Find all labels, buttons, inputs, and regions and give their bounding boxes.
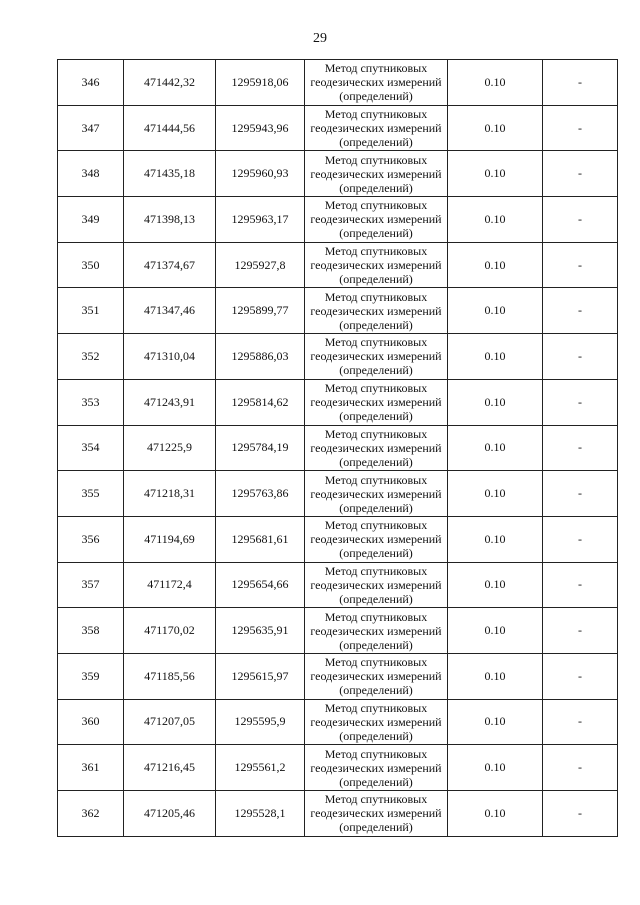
- point-number-cell: 350: [58, 242, 124, 288]
- note-cell: -: [543, 151, 618, 197]
- method-cell: Метод спутниковых геодезических измерений (определений): [305, 425, 448, 471]
- point-number-cell: 361: [58, 745, 124, 791]
- method-cell: Метод спутниковых геодезических измерений (определений): [305, 379, 448, 425]
- accuracy-cell: 0.10: [448, 105, 543, 151]
- x-coordinate-cell: 471310,04: [124, 334, 216, 380]
- note-cell: -: [543, 105, 618, 151]
- page-number: 29: [313, 31, 327, 46]
- method-cell: Метод спутниковых геодезических измерений (определений): [305, 105, 448, 151]
- accuracy-cell: 0.10: [448, 608, 543, 654]
- note-cell: -: [543, 197, 618, 243]
- point-number-cell: 356: [58, 516, 124, 562]
- method-cell: Метод спутниковых геодезических измерений (определений): [305, 151, 448, 197]
- accuracy-cell: 0.10: [448, 745, 543, 791]
- method-cell: Метод спутниковых геодезических измерений (определений): [305, 653, 448, 699]
- table-row: [58, 425, 618, 471]
- y-coordinate-cell: 1295918,06: [216, 60, 305, 106]
- point-number-cell: 355: [58, 471, 124, 517]
- y-coordinate-cell: 1295886,03: [216, 334, 305, 380]
- accuracy-cell: 0.10: [448, 562, 543, 608]
- note-cell: -: [543, 791, 618, 837]
- x-coordinate-cell: 471194,69: [124, 516, 216, 562]
- table-row: [58, 242, 618, 288]
- y-coordinate-cell: 1295814,62: [216, 379, 305, 425]
- x-coordinate-cell: 471398,13: [124, 197, 216, 243]
- x-coordinate-cell: 471205,46: [124, 791, 216, 837]
- note-cell: -: [543, 471, 618, 517]
- note-cell: -: [543, 562, 618, 608]
- point-number-cell: 362: [58, 791, 124, 837]
- x-coordinate-cell: 471442,32: [124, 60, 216, 106]
- y-coordinate-cell: 1295943,96: [216, 105, 305, 151]
- method-cell: Метод спутниковых геодезических измерений (определений): [305, 608, 448, 654]
- note-cell: -: [543, 608, 618, 654]
- point-number-cell: 359: [58, 653, 124, 699]
- table-row: [58, 562, 618, 608]
- note-cell: -: [543, 288, 618, 334]
- table-row: [58, 791, 618, 837]
- accuracy-cell: 0.10: [448, 151, 543, 197]
- method-cell: Метод спутниковых геодезических измерений (определений): [305, 60, 448, 106]
- accuracy-cell: 0.10: [448, 516, 543, 562]
- note-cell: -: [543, 379, 618, 425]
- point-number-cell: 347: [58, 105, 124, 151]
- table-row: [58, 288, 618, 334]
- accuracy-cell: 0.10: [448, 197, 543, 243]
- y-coordinate-cell: 1295927,8: [216, 242, 305, 288]
- method-cell: Метод спутниковых геодезических измерений (определений): [305, 334, 448, 380]
- y-coordinate-cell: 1295654,66: [216, 562, 305, 608]
- y-coordinate-cell: 1295635,91: [216, 608, 305, 654]
- accuracy-cell: 0.10: [448, 653, 543, 699]
- note-cell: -: [543, 516, 618, 562]
- method-cell: Метод спутниковых геодезических измерений (определений): [305, 242, 448, 288]
- x-coordinate-cell: 471170,02: [124, 608, 216, 654]
- x-coordinate-cell: 471435,18: [124, 151, 216, 197]
- y-coordinate-cell: 1295899,77: [216, 288, 305, 334]
- note-cell: -: [543, 334, 618, 380]
- y-coordinate-cell: 1295681,61: [216, 516, 305, 562]
- x-coordinate-cell: 471347,46: [124, 288, 216, 334]
- y-coordinate-cell: 1295561,2: [216, 745, 305, 791]
- coordinates-table-body: [58, 60, 618, 837]
- table-row: [58, 197, 618, 243]
- point-number-cell: 357: [58, 562, 124, 608]
- table-row: [58, 516, 618, 562]
- coordinates-table: [57, 59, 618, 837]
- note-cell: -: [543, 425, 618, 471]
- accuracy-cell: 0.10: [448, 242, 543, 288]
- note-cell: -: [543, 242, 618, 288]
- y-coordinate-cell: 1295763,86: [216, 471, 305, 517]
- x-coordinate-cell: 471243,91: [124, 379, 216, 425]
- y-coordinate-cell: 1295784,19: [216, 425, 305, 471]
- y-coordinate-cell: 1295528,1: [216, 791, 305, 837]
- method-cell: Метод спутниковых геодезических измерений (определений): [305, 791, 448, 837]
- note-cell: -: [543, 653, 618, 699]
- point-number-cell: 351: [58, 288, 124, 334]
- point-number-cell: 353: [58, 379, 124, 425]
- note-cell: -: [543, 60, 618, 106]
- x-coordinate-cell: 471185,56: [124, 653, 216, 699]
- accuracy-cell: 0.10: [448, 60, 543, 106]
- accuracy-cell: 0.10: [448, 425, 543, 471]
- accuracy-cell: 0.10: [448, 288, 543, 334]
- point-number-cell: 348: [58, 151, 124, 197]
- y-coordinate-cell: 1295960,93: [216, 151, 305, 197]
- table-row: [58, 151, 618, 197]
- method-cell: Метод спутниковых геодезических измерений (определений): [305, 516, 448, 562]
- accuracy-cell: 0.10: [448, 334, 543, 380]
- note-cell: -: [543, 745, 618, 791]
- x-coordinate-cell: 471172,4: [124, 562, 216, 608]
- point-number-cell: 354: [58, 425, 124, 471]
- y-coordinate-cell: 1295595,9: [216, 699, 305, 745]
- point-number-cell: 352: [58, 334, 124, 380]
- table-row: [58, 379, 618, 425]
- point-number-cell: 360: [58, 699, 124, 745]
- method-cell: Метод спутниковых геодезических измерений (определений): [305, 745, 448, 791]
- accuracy-cell: 0.10: [448, 791, 543, 837]
- table-row: [58, 653, 618, 699]
- x-coordinate-cell: 471374,67: [124, 242, 216, 288]
- accuracy-cell: 0.10: [448, 379, 543, 425]
- table-row: [58, 471, 618, 517]
- x-coordinate-cell: 471225,9: [124, 425, 216, 471]
- note-cell: -: [543, 699, 618, 745]
- x-coordinate-cell: 471216,45: [124, 745, 216, 791]
- table-row: [58, 699, 618, 745]
- x-coordinate-cell: 471207,05: [124, 699, 216, 745]
- y-coordinate-cell: 1295963,17: [216, 197, 305, 243]
- point-number-cell: 349: [58, 197, 124, 243]
- method-cell: Метод спутниковых геодезических измерений (определений): [305, 471, 448, 517]
- method-cell: Метод спутниковых геодезических измерений (определений): [305, 699, 448, 745]
- x-coordinate-cell: 471444,56: [124, 105, 216, 151]
- table-row: [58, 60, 618, 106]
- table-row: [58, 334, 618, 380]
- table-row: [58, 105, 618, 151]
- x-coordinate-cell: 471218,31: [124, 471, 216, 517]
- method-cell: Метод спутниковых геодезических измерений (определений): [305, 197, 448, 243]
- y-coordinate-cell: 1295615,97: [216, 653, 305, 699]
- table-row: [58, 608, 618, 654]
- point-number-cell: 346: [58, 60, 124, 106]
- method-cell: Метод спутниковых геодезических измерений (определений): [305, 288, 448, 334]
- table-row: [58, 745, 618, 791]
- method-cell: Метод спутниковых геодезических измерений (определений): [305, 562, 448, 608]
- accuracy-cell: 0.10: [448, 471, 543, 517]
- accuracy-cell: 0.10: [448, 699, 543, 745]
- point-number-cell: 358: [58, 608, 124, 654]
